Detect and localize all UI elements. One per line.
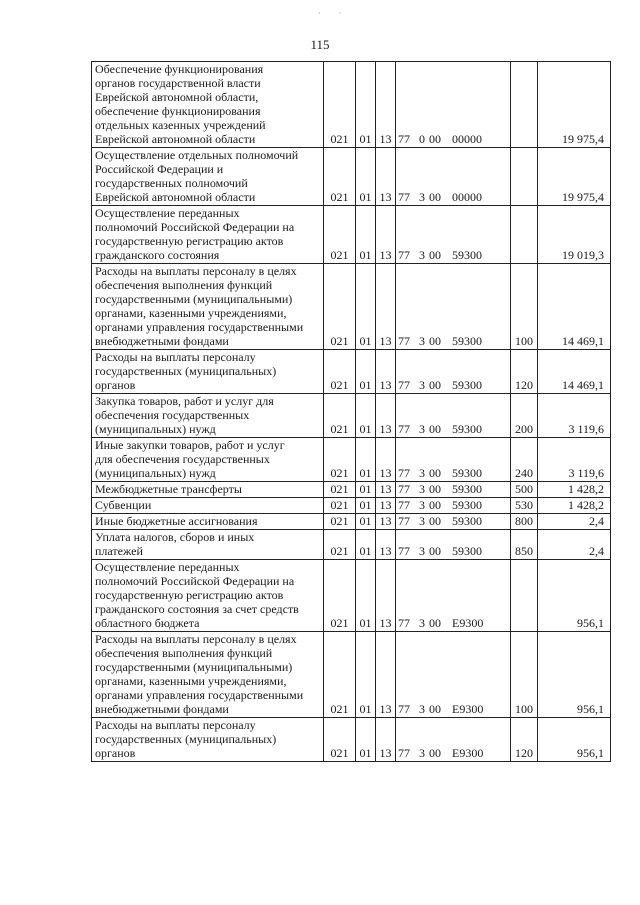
row-vr-cell: 200 — [511, 394, 538, 438]
csr-part: 77 — [398, 466, 410, 480]
csr-part: 3 — [419, 422, 425, 436]
row-name-cell: Осуществление отдельных полномочий Российской Федерации и государственных полномочий Еврейской автономной области — [92, 148, 324, 206]
row-name-cell: Межбюджетные трансферты — [92, 482, 324, 498]
row-sum-cell: 19 975,4 — [538, 62, 611, 148]
row-name-cell: Осуществление переданных полномочий Российской Федерации на государственную регистрацию актов гражданского состояния за счет средств областного бюджета — [92, 560, 324, 632]
target-article-code — [398, 616, 490, 630]
row-rz-cell: 01 — [356, 482, 376, 498]
row-sum-cell: 3 119,6 — [538, 438, 611, 482]
csr-part: 77 — [398, 498, 410, 512]
row-pr-cell: 13 — [376, 206, 396, 264]
csr-part: 00 — [429, 702, 441, 716]
csr-part: 77 — [398, 544, 410, 558]
row-rz-cell: 01 — [356, 514, 376, 530]
csr-part: 3 — [419, 544, 425, 558]
csr-part: 00 — [429, 544, 441, 558]
row-name-cell: Закупка товаров, работ и услуг для обеспечения государственных (муниципальных) нужд — [92, 394, 324, 438]
target-article-code — [398, 334, 490, 348]
csr-part: 77 — [398, 702, 410, 716]
row-sum-cell: 1 428,2 — [538, 498, 611, 514]
csr-part: 00 — [429, 482, 441, 496]
row-gr-cell: 021 — [324, 498, 356, 514]
csr-part: 77 — [398, 746, 410, 760]
row-gr-cell: 021 — [324, 632, 356, 718]
row-rz-cell: 01 — [356, 632, 376, 718]
target-article-code — [398, 498, 490, 512]
table-row — [92, 62, 611, 148]
csr-part: 00 — [429, 190, 441, 204]
row-rz-cell: 01 — [356, 206, 376, 264]
row-rz-cell: 01 — [356, 498, 376, 514]
target-article-code — [398, 132, 490, 146]
row-name-cell: Обеспечение функционирования органов государственной власти Еврейской автономной области, обеспечение функционирования отдельных казенных учреждений Еврейской автономной области — [92, 62, 324, 148]
csr-part: 77 — [398, 334, 410, 348]
table-row — [92, 632, 611, 718]
csr-part: 77 — [398, 190, 410, 204]
csr-part: 77 — [398, 378, 410, 392]
row-vr-cell: 800 — [511, 514, 538, 530]
csr-part: 59300 — [452, 466, 482, 480]
row-name-cell: Расходы на выплаты персоналу в целях обеспечения выполнения функций государственными (муниципальными) органами, казенными учреждениями, органами управления государственными внебюджетными фондами — [92, 264, 324, 350]
csr-part: 0 — [419, 132, 425, 146]
row-sum-cell: 19 019,3 — [538, 206, 611, 264]
target-article-code — [398, 466, 490, 480]
row-pr-cell: 13 — [376, 394, 396, 438]
row-name-cell: Осуществление переданных полномочий Российской Федерации на государственную регистрацию актов гражданского состояния — [92, 206, 324, 264]
csr-part: 3 — [419, 702, 425, 716]
row-vr-cell — [511, 206, 538, 264]
csr-part: 3 — [419, 466, 425, 480]
row-rz-cell: 01 — [356, 148, 376, 206]
row-pr-cell: 13 — [376, 632, 396, 718]
row-gr-cell: 021 — [324, 718, 356, 762]
row-csr-cell — [396, 482, 511, 498]
target-article-code — [398, 482, 490, 496]
csr-part: 59300 — [452, 248, 482, 262]
csr-part: 59300 — [452, 544, 482, 558]
row-sum-cell: 2,4 — [538, 530, 611, 560]
csr-part: 00 — [429, 466, 441, 480]
row-gr-cell: 021 — [324, 148, 356, 206]
row-gr-cell: 021 — [324, 394, 356, 438]
csr-part: 3 — [419, 190, 425, 204]
csr-part: 00 — [429, 746, 441, 760]
csr-part: 3 — [419, 248, 425, 262]
csr-part: 77 — [398, 482, 410, 496]
row-gr-cell: 021 — [324, 438, 356, 482]
csr-part: 00 — [429, 248, 441, 262]
csr-part: 77 — [398, 514, 410, 528]
csr-part: 3 — [419, 334, 425, 348]
row-csr-cell — [396, 62, 511, 148]
row-name-cell: Субвенции — [92, 498, 324, 514]
row-sum-cell: 14 469,1 — [538, 350, 611, 394]
row-gr-cell: 021 — [324, 482, 356, 498]
csr-part: 00000 — [452, 190, 482, 204]
csr-part: 77 — [398, 248, 410, 262]
target-article-code — [398, 702, 490, 716]
row-rz-cell: 01 — [356, 560, 376, 632]
row-vr-cell: 240 — [511, 438, 538, 482]
csr-part: 00 — [429, 514, 441, 528]
csr-part: 00 — [429, 422, 441, 436]
target-article-code — [398, 422, 490, 436]
row-pr-cell: 13 — [376, 438, 396, 482]
row-pr-cell: 13 — [376, 62, 396, 148]
row-csr-cell — [396, 148, 511, 206]
table-row — [92, 394, 611, 438]
csr-part: 77 — [398, 422, 410, 436]
csr-part: 59300 — [452, 378, 482, 392]
table-row — [92, 350, 611, 394]
row-vr-cell: 850 — [511, 530, 538, 560]
row-vr-cell: 100 — [511, 632, 538, 718]
csr-part: 3 — [419, 378, 425, 392]
table-row — [92, 530, 611, 560]
table-row — [92, 482, 611, 498]
csr-part: 59300 — [452, 498, 482, 512]
budget-table — [91, 61, 611, 762]
row-pr-cell: 13 — [376, 264, 396, 350]
row-rz-cell: 01 — [356, 394, 376, 438]
row-csr-cell — [396, 438, 511, 482]
row-csr-cell — [396, 514, 511, 530]
row-sum-cell: 2,4 — [538, 514, 611, 530]
csr-part: 77 — [398, 616, 410, 630]
table-row — [92, 718, 611, 762]
row-pr-cell: 13 — [376, 482, 396, 498]
row-gr-cell: 021 — [324, 530, 356, 560]
row-sum-cell: 19 975,4 — [538, 148, 611, 206]
row-csr-cell — [396, 350, 511, 394]
row-vr-cell: 500 — [511, 482, 538, 498]
row-csr-cell — [396, 264, 511, 350]
row-gr-cell: 021 — [324, 350, 356, 394]
row-name-cell: Иные закупки товаров, работ и услуг для обеспечения государственных (муниципальных) нужд — [92, 438, 324, 482]
row-vr-cell: 120 — [511, 718, 538, 762]
row-pr-cell: 13 — [376, 530, 396, 560]
row-vr-cell — [511, 560, 538, 632]
csr-part: 59300 — [452, 422, 482, 436]
row-sum-cell: 956,1 — [538, 632, 611, 718]
row-csr-cell — [396, 560, 511, 632]
csr-part: Е9300 — [452, 616, 484, 630]
row-rz-cell: 01 — [356, 62, 376, 148]
row-name-cell: Расходы на выплаты персоналу в целях обеспечения выполнения функций государственными (муниципальными) органами, казенными учреждениями, органами управления государственными внебюджетными фондами — [92, 632, 324, 718]
target-article-code — [398, 544, 490, 558]
row-sum-cell: 956,1 — [538, 718, 611, 762]
row-csr-cell — [396, 530, 511, 560]
row-name-cell: Расходы на выплаты персоналу государственных (муниципальных) органов — [92, 350, 324, 394]
csr-part: 3 — [419, 616, 425, 630]
csr-part: 00 — [429, 334, 441, 348]
row-rz-cell: 01 — [356, 530, 376, 560]
csr-part: 59300 — [452, 482, 482, 496]
row-rz-cell: 01 — [356, 350, 376, 394]
row-gr-cell: 021 — [324, 514, 356, 530]
row-pr-cell: 13 — [376, 498, 396, 514]
row-gr-cell: 021 — [324, 62, 356, 148]
row-vr-cell: 530 — [511, 498, 538, 514]
row-name-cell: Иные бюджетные ассигнования — [92, 514, 324, 530]
row-vr-cell — [511, 62, 538, 148]
target-article-code — [398, 746, 490, 760]
row-pr-cell: 13 — [376, 350, 396, 394]
csr-part: 59300 — [452, 334, 482, 348]
table-row — [92, 148, 611, 206]
row-csr-cell — [396, 394, 511, 438]
table-row — [92, 206, 611, 264]
target-article-code — [398, 190, 490, 204]
row-vr-cell: 100 — [511, 264, 538, 350]
row-gr-cell: 021 — [324, 560, 356, 632]
csr-part: 3 — [419, 498, 425, 512]
row-sum-cell: 3 119,6 — [538, 394, 611, 438]
csr-part: 59300 — [452, 514, 482, 528]
row-name-cell: Уплата налогов, сборов и иных платежей — [92, 530, 324, 560]
csr-part: Е9300 — [452, 746, 484, 760]
budget-table-body — [92, 62, 611, 762]
row-csr-cell — [396, 632, 511, 718]
csr-part: 00 — [429, 132, 441, 146]
row-pr-cell: 13 — [376, 514, 396, 530]
row-sum-cell: 1 428,2 — [538, 482, 611, 498]
table-row — [92, 264, 611, 350]
table-row — [92, 438, 611, 482]
scan-marks: · · — [318, 9, 350, 18]
row-name-cell: Расходы на выплаты персоналу государственных (муниципальных) органов — [92, 718, 324, 762]
csr-part: 3 — [419, 482, 425, 496]
table-row — [92, 560, 611, 632]
row-csr-cell — [396, 206, 511, 264]
csr-part: 00 — [429, 378, 441, 392]
row-vr-cell — [511, 148, 538, 206]
csr-part: 3 — [419, 514, 425, 528]
target-article-code — [398, 248, 490, 262]
row-pr-cell: 13 — [376, 560, 396, 632]
row-gr-cell: 021 — [324, 206, 356, 264]
row-pr-cell: 13 — [376, 718, 396, 762]
csr-part: 77 — [398, 132, 410, 146]
row-csr-cell — [396, 718, 511, 762]
target-article-code — [398, 514, 490, 528]
csr-part: Е9300 — [452, 702, 484, 716]
csr-part: 3 — [419, 746, 425, 760]
target-article-code — [398, 378, 490, 392]
table-row — [92, 498, 611, 514]
row-sum-cell: 956,1 — [538, 560, 611, 632]
row-sum-cell: 14 469,1 — [538, 264, 611, 350]
row-pr-cell: 13 — [376, 148, 396, 206]
row-rz-cell: 01 — [356, 718, 376, 762]
row-csr-cell — [396, 498, 511, 514]
row-rz-cell: 01 — [356, 264, 376, 350]
row-vr-cell: 120 — [511, 350, 538, 394]
row-gr-cell: 021 — [324, 264, 356, 350]
csr-part: 00 — [429, 616, 441, 630]
row-rz-cell: 01 — [356, 438, 376, 482]
csr-part: 00000 — [452, 132, 482, 146]
csr-part: 00 — [429, 498, 441, 512]
page-number: 115 — [310, 37, 330, 52]
table-row — [92, 514, 611, 530]
